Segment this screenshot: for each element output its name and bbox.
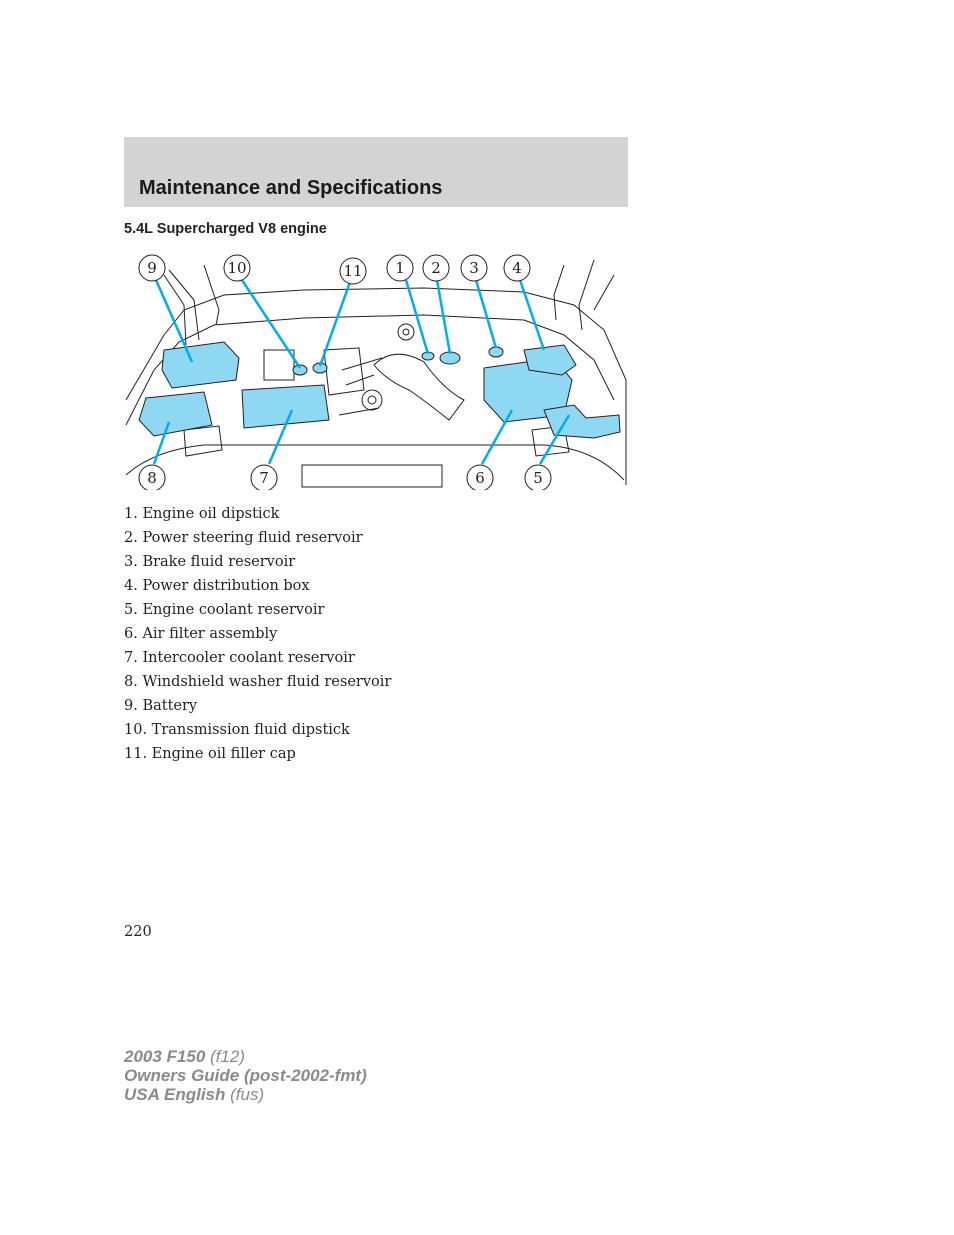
footer-model-code: (f12): [210, 1047, 245, 1066]
footer-guide: Owners Guide (post-2002-fmt): [124, 1066, 367, 1085]
callout-label-8: 8: [147, 469, 157, 487]
battery-highlight: [162, 342, 239, 388]
leader-line-11: [320, 282, 350, 366]
engine-diagram-svg: [124, 250, 628, 490]
footer-model: 2003 F150: [124, 1047, 206, 1066]
callout-label-7: 7: [259, 469, 269, 487]
leader-line-6: [482, 410, 512, 464]
footer-language-code: (fus): [230, 1085, 265, 1104]
intercooler-reservoir-highlight: [242, 385, 329, 428]
coolant-reservoir-highlight: [544, 405, 620, 438]
legend-item: 1. Engine oil dipstick: [124, 506, 280, 522]
callout-label-11: 11: [343, 262, 363, 280]
callout-label-10: 10: [227, 259, 247, 277]
footer-line-model: [124, 1047, 367, 1066]
component-legend: [124, 502, 391, 766]
leader-line-10: [242, 280, 300, 368]
legend-item: 6. Air filter assembly: [124, 626, 278, 642]
engine-subtitle: 5.4L Supercharged V8 engine: [124, 221, 327, 237]
legend-item: 9. Battery: [124, 698, 198, 714]
legend-item: 2. Power steering fluid reservoir: [124, 530, 363, 546]
engine-diagram: [124, 250, 628, 490]
page-number: 220: [124, 924, 152, 940]
section-header-bar: [124, 137, 628, 207]
document-footer: [124, 1047, 367, 1104]
callout-label-2: 2: [431, 259, 441, 277]
legend-item: 11. Engine oil filler cap: [124, 746, 296, 762]
callout-label-6: 6: [475, 469, 485, 487]
legend-item: 8. Windshield washer fluid reservoir: [124, 674, 392, 690]
footer-line-guide: [124, 1066, 367, 1085]
legend-item: 10. Transmission fluid dipstick: [124, 722, 350, 738]
leader-line-4: [520, 280, 544, 350]
power-distribution-box-highlight: [524, 345, 576, 375]
leader-line-1: [406, 280, 428, 354]
washer-reservoir-highlight: [139, 392, 212, 436]
callout-label-1: 1: [395, 259, 405, 277]
leader-line-2: [437, 280, 450, 354]
legend-item: 5. Engine coolant reservoir: [124, 602, 325, 618]
legend-item: 7. Intercooler coolant reservoir: [124, 650, 355, 666]
callout-label-4: 4: [512, 259, 522, 277]
footer-language: USA English: [124, 1085, 226, 1104]
callout-label-3: 3: [469, 259, 479, 277]
callout-label-5: 5: [533, 469, 543, 487]
highlighted-components: [139, 342, 620, 438]
legend-item: 3. Brake fluid reservoir: [124, 554, 296, 570]
footer-line-language: [124, 1085, 367, 1104]
brake-fluid-cap-highlight: [489, 347, 503, 357]
section-title: Maintenance and Specifications: [139, 177, 443, 199]
callout-label-9: 9: [147, 259, 157, 277]
legend-item: 4. Power distribution box: [124, 578, 310, 594]
